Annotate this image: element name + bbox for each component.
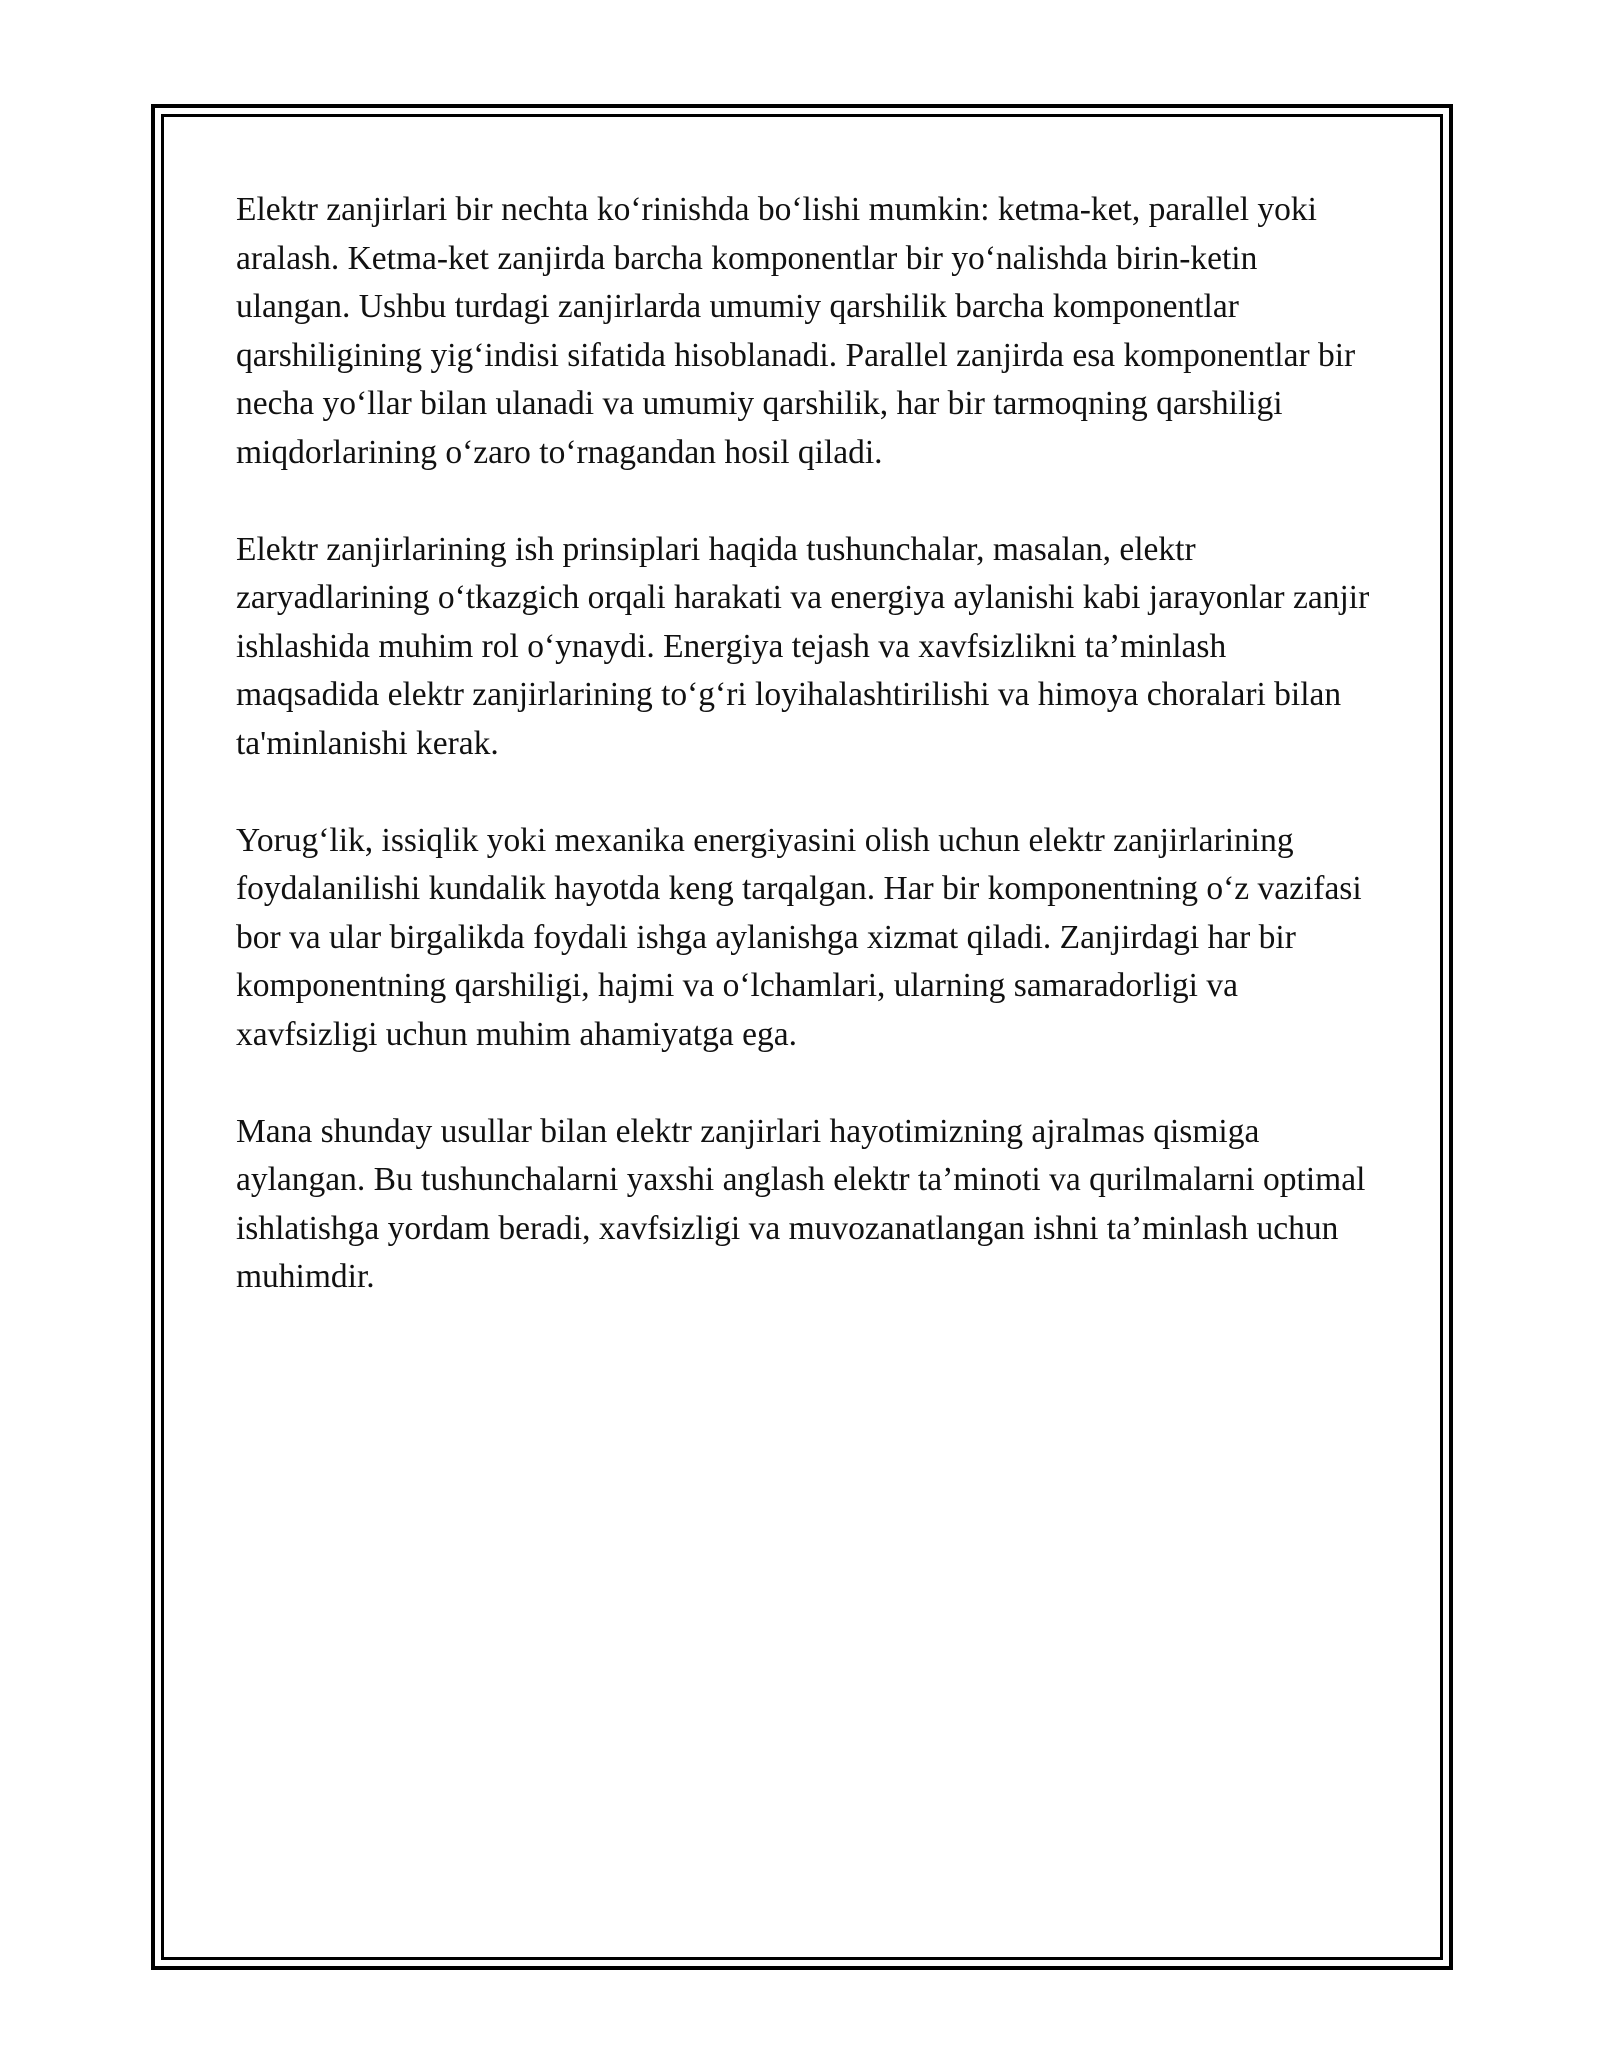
paragraph-4: Mana shunday usullar bilan elektr zanjirlari hayotimizning ajralmas qismiga aylangan. Bu tushunchalarni yaxshi anglash elektr ta’minoti va qurilmalarni optimal ishlatishga yordam beradi, xavfsizligi va muvozanatlangan ishni ta’minlash uchun muhimdir. [236,1112,1366,1295]
paragraph-1: Elektr zanjirlari bir nechta ko‘rinishda bo‘lishi mumkin: ketma-ket, parallel yoki aralash. Ketma-ket zanjirda barcha komponentlar bir yo‘nalishda birin-ketin ulangan. Ushbu turdagi zanjirlarda umumiy qarshilik barcha komponentlar qarshiligining yig‘indisi sifatida hisoblanadi. Parallel zanjirda esa komponentlar bir necha yo‘llar bilan ulanadi va umumiy qarshilik, har bir tarmoqning qarshiligi miqdorlarining o‘zaro to‘rnagandan hosil qiladi. [236,191,1356,471]
paragraph-2: Elektr zanjirlarining ish prinsiplari haqida tushunchalar, masalan, elektr zaryadlarining o‘tkazgich orqali harakati va energiya aylanishi kabi jarayonlar zanjir ishlashida muhim rol o‘ynaydi. Energiya tejash va xavfsizlikni ta’minlash maqsadida elektr zanjirlarining to‘g‘ri loyihalashtirilishi va himoya choralari bilan ta'minlanishi kerak. [236,530,1370,762]
document-body [236,186,1371,1350]
paragraph-3: Yorug‘lik, issiqlik yoki mexanika energiyasini olish uchun elektr zanjirlarining foydalanilishi kundalik hayotda keng tarqalgan. Har bir komponentning o‘z vazifasi bor va ular birgalikda foydali ishga aylanishga xizmat qiladi. Zanjirdagi har bir komponentning qarshiligi, hajmi va o‘lchamlari, ularning samaradorligi va xavfsizligi uchun muhim ahamiyatga ega. [236,821,1362,1053]
